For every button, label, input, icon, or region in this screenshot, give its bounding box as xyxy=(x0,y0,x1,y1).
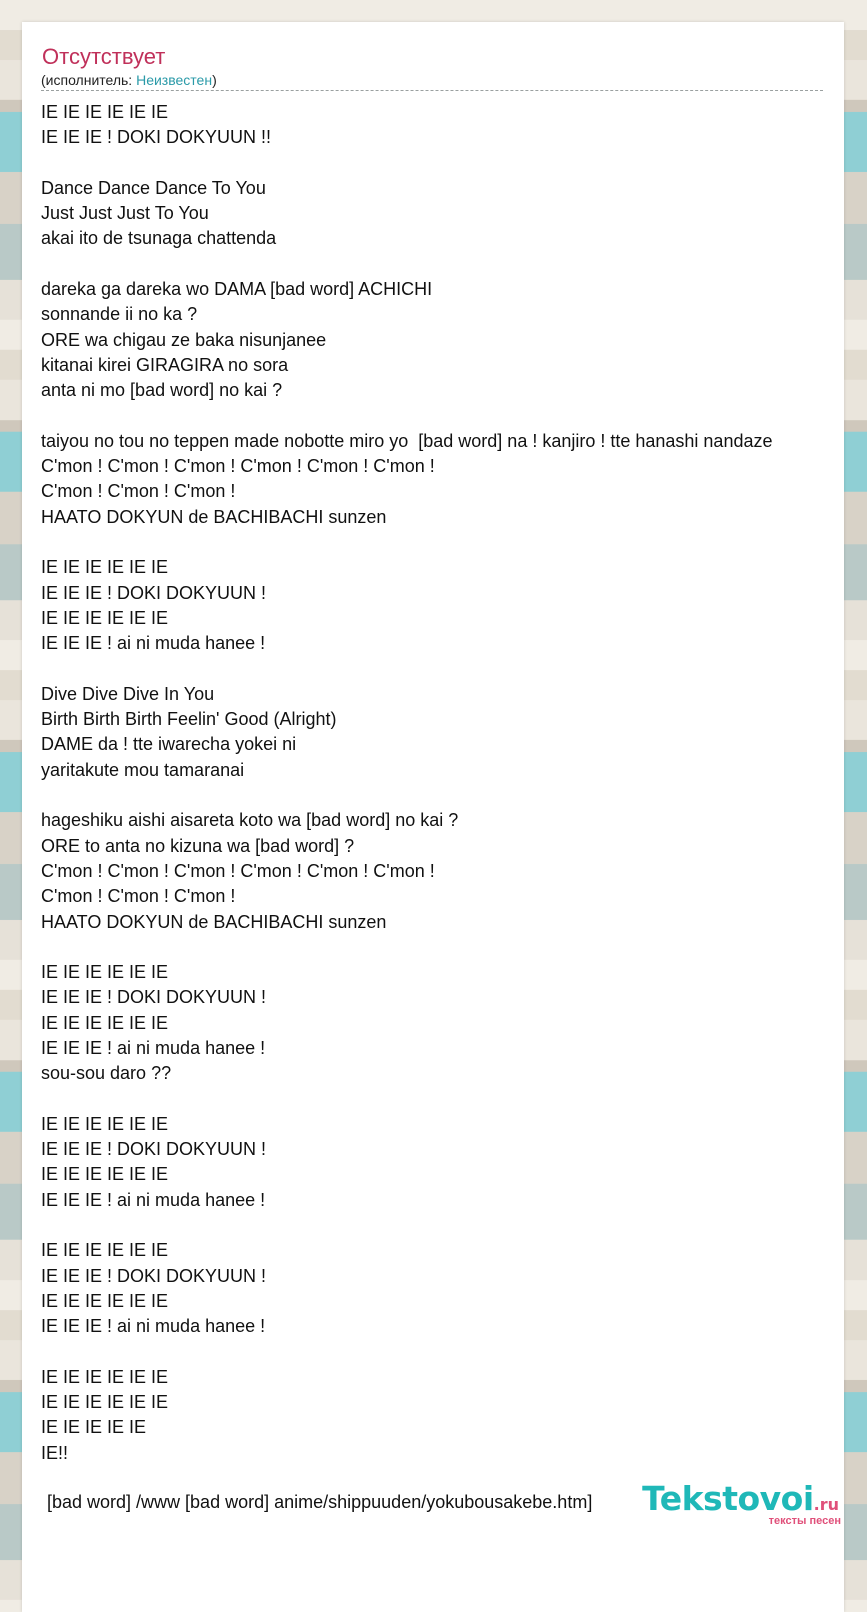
lyric-line xyxy=(41,530,867,555)
lyric-line: IE IE IE ! DOKI DOKYUUN ! xyxy=(41,1265,267,1286)
lyric-line: IE IE IE IE IE IE xyxy=(41,1290,169,1311)
lyric-line: C'mon ! C'mon ! C'mon ! C'mon ! C'mon ! C'mon ! xyxy=(41,860,435,881)
lyric-line: yaritakute mou tamaranai xyxy=(41,759,245,780)
lyric-line: IE IE IE ! DOKI DOKYUUN ! xyxy=(41,1139,267,1160)
lyric-line: IE IE IE ! DOKI DOKYUUN ! xyxy=(41,987,267,1008)
lyric-line: sonnande ii no ka ? xyxy=(41,304,198,325)
lyric-line: akai ito de tsunaga chattenda xyxy=(41,228,277,249)
lyric-line: IE IE IE IE IE IE xyxy=(41,962,169,983)
lyric-line: HAATO DOKYUN de BACHIBACHI sunzen xyxy=(41,506,387,527)
lyric-line: IE IE IE IE IE IE xyxy=(41,1240,169,1261)
lyric-line: IE IE IE IE IE IE xyxy=(41,607,169,628)
lyric-line xyxy=(41,151,867,176)
lyric-line: IE IE IE IE IE xyxy=(41,1417,147,1438)
lyric-line xyxy=(41,1213,867,1238)
lyric-line: kitanai kirei GIRAGIRA no sora xyxy=(41,354,289,375)
logo-suffix: .ru xyxy=(813,1495,839,1514)
lyric-line xyxy=(41,1340,867,1365)
lyric-line: Birth Birth Birth Feelin' Good (Alright) xyxy=(41,709,337,730)
lyric-line: C'mon ! C'mon ! C'mon ! C'mon ! C'mon ! C'mon ! xyxy=(41,456,435,477)
logo-name: Tekstovoi xyxy=(642,1479,814,1518)
lyric-line: anta ni mo [bad word] no kai ? xyxy=(41,380,283,401)
lyric-line xyxy=(41,252,867,277)
title-divider xyxy=(41,90,823,91)
lyric-line: IE IE IE ! DOKI DOKYUUN ! xyxy=(41,582,267,603)
lyric-line: sou-sou daro ?? xyxy=(41,1063,172,1084)
lyric-line xyxy=(41,783,867,808)
lyric-line: taiyou no tou no teppen made nobotte miro yo [bad word] na ! kanjiro ! tte hanashi nandaze xyxy=(41,430,773,451)
source-line: [bad word] /www [bad word] anime/shippuuden/yokubousakebe.htm] xyxy=(47,1492,593,1512)
lyric-line: hageshiku aishi aisareta koto wa [bad word] no kai ? xyxy=(41,810,459,831)
song-title: Отсутствует xyxy=(42,44,166,69)
lyric-line: Just Just Just To You xyxy=(41,203,209,224)
artist-line xyxy=(41,72,217,88)
lyric-line: IE IE IE ! ai ni muda hanee ! xyxy=(41,1189,266,1210)
lyric-line xyxy=(41,404,867,429)
lyric-line: ORE wa chigau ze baka nisunjanee xyxy=(41,329,327,350)
lyric-line: IE IE IE IE IE IE xyxy=(41,102,169,122)
lyric-line xyxy=(41,657,867,682)
lyric-line: IE IE IE IE IE IE xyxy=(41,1012,169,1033)
lyric-line: IE IE IE IE IE IE xyxy=(41,1366,169,1387)
lyric-line: IE IE IE IE IE IE xyxy=(41,1113,169,1134)
lyric-line: IE IE IE IE IE IE xyxy=(41,557,169,578)
lyric-line: IE IE IE ! DOKI DOKYUUN !! xyxy=(41,127,272,148)
artist-prefix: (исполнитель: xyxy=(41,72,137,88)
site-logo[interactable] xyxy=(642,1479,839,1518)
lyric-line: IE IE IE ! ai ni muda hanee ! xyxy=(41,1316,266,1337)
lyric-line: ORE to anta no kizuna wa [bad word] ? xyxy=(41,835,355,856)
lyric-line: Dance Dance Dance To You xyxy=(41,177,266,198)
logo-tagline: тексты песен xyxy=(768,1515,841,1527)
lyric-line: C'mon ! C'mon ! C'mon ! xyxy=(41,886,236,907)
lyric-line: IE!! xyxy=(41,1442,69,1463)
lyric-line: Dive Dive Dive In You xyxy=(41,683,215,704)
lyric-line: DAME da ! tte iwarecha yokei ni xyxy=(41,734,297,755)
lyric-line: IE IE IE IE IE IE xyxy=(41,1392,169,1413)
lyric-line: IE IE IE IE IE IE xyxy=(41,1164,169,1185)
lyric-line: dareka ga dareka wo DAMA [bad word] ACHICHI xyxy=(41,279,433,300)
lyric-line: IE IE IE ! ai ni muda hanee ! xyxy=(41,1037,266,1058)
lyrics-card xyxy=(22,22,844,1612)
lyric-line: IE IE IE ! ai ni muda hanee ! xyxy=(41,633,266,654)
lyric-line: HAATO DOKYUN de BACHIBACHI sunzen xyxy=(41,911,387,932)
artist-suffix: ) xyxy=(212,72,217,88)
lyric-line xyxy=(41,935,867,960)
lyric-line: C'mon ! C'mon ! C'mon ! xyxy=(41,481,236,502)
lyrics-text xyxy=(41,100,867,1466)
artist-link[interactable]: Неизвестен xyxy=(136,72,213,88)
lyric-line xyxy=(41,1087,867,1112)
